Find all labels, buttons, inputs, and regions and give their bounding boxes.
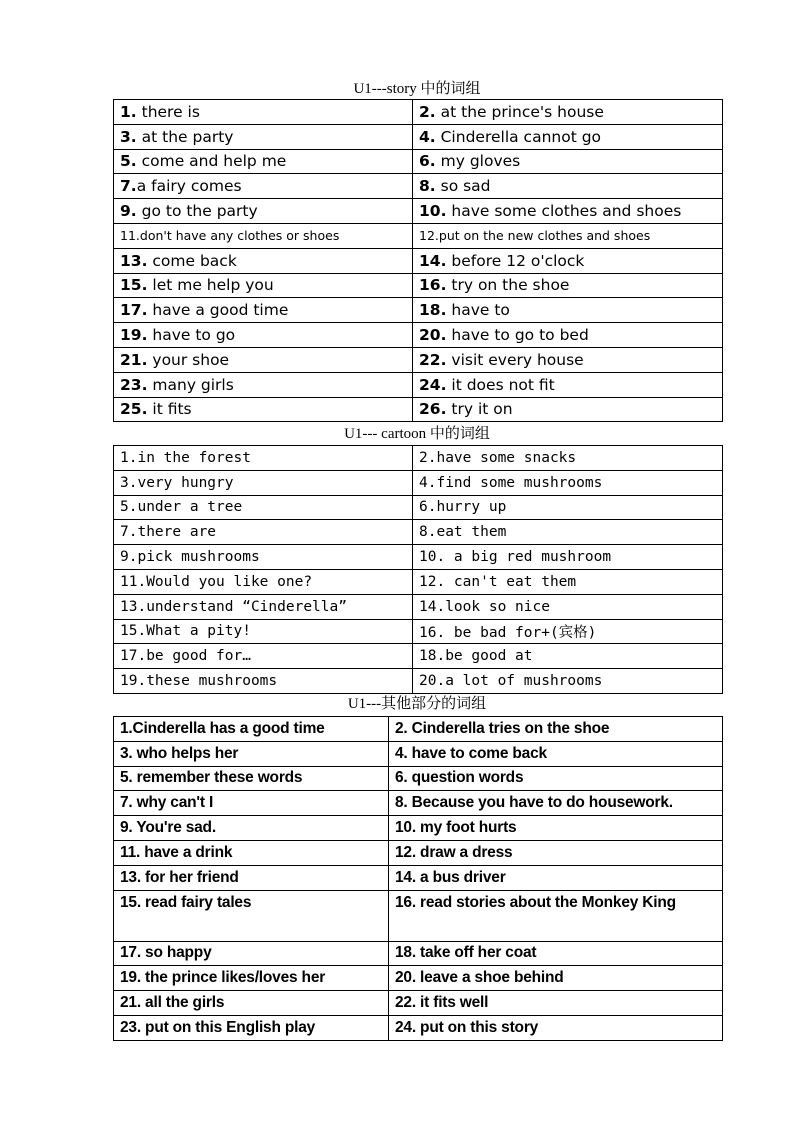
phrase-cell: 18.be good at (413, 644, 723, 669)
phrase-cell: 24. put on this story (389, 1015, 723, 1040)
phrase-cell (114, 124, 413, 149)
phrase-text: have to go (147, 326, 236, 345)
table-row (114, 223, 723, 248)
phrase-text: before 12 o'clock (446, 251, 585, 270)
phrase-cell: 15. read fairy tales (114, 890, 389, 941)
phrase-text: have to go to bed (446, 326, 589, 345)
phrase-cell: 11.Would you like one? (114, 569, 413, 594)
table-row (114, 248, 723, 273)
phrase-cell: 8. Because you have to do housework. (389, 791, 723, 816)
phrase-cell: 15.What a pity! (114, 619, 413, 644)
table-row (114, 323, 723, 348)
phrase-cell: 17. so happy (114, 941, 389, 966)
phrase-cell (413, 323, 723, 348)
phrase-cell: 6. question words (389, 766, 723, 791)
phrase-cell: 17.be good for… (114, 644, 413, 669)
phrase-cell (413, 223, 723, 248)
phrase-number: 25. (120, 400, 148, 419)
phrase-cell: 4. have to come back (389, 741, 723, 766)
table-row (114, 966, 723, 991)
table-row (114, 840, 723, 865)
phrase-number: 9. (120, 202, 137, 221)
phrase-cell: 23. put on this English play (114, 1015, 389, 1040)
section-title-other: U1---其他部分的词组 (347, 696, 487, 712)
phrase-text: Cinderella cannot go (435, 127, 602, 146)
story-phrases-table (113, 99, 723, 422)
phrase-number: 15. (120, 276, 148, 295)
phrase-number: 3. (120, 127, 137, 146)
table-row (114, 717, 723, 742)
phrase-cell: 1.in the forest (114, 446, 413, 471)
phrase-cell: 9.pick mushrooms (114, 545, 413, 570)
phrase-number: 10. (419, 202, 447, 221)
phrase-text: so sad (435, 177, 491, 196)
phrase-text: a fairy comes (136, 177, 242, 196)
phrase-number: 20. (419, 326, 447, 345)
phrase-number: 8. (419, 177, 436, 196)
table-row (114, 791, 723, 816)
phrase-cell (114, 323, 413, 348)
table-row (114, 991, 723, 1016)
phrase-text: it does not fit (446, 375, 555, 394)
cartoon-phrases-table (113, 445, 723, 694)
phrase-text: come back (147, 251, 237, 270)
phrase-number: 22. (419, 350, 447, 369)
table-row (114, 174, 723, 199)
table-row (114, 941, 723, 966)
table-row (114, 470, 723, 495)
phrase-number: 1. (120, 102, 137, 121)
phrase-number: 4. (419, 127, 436, 146)
table-row (114, 669, 723, 694)
phrase-cell: 3.very hungry (114, 470, 413, 495)
table-row (114, 495, 723, 520)
phrase-cell: 20. leave a shoe behind (389, 966, 723, 991)
phrase-number: 7. (120, 177, 137, 196)
table-row (114, 619, 723, 644)
phrase-cell: 19. the prince likes/loves her (114, 966, 389, 991)
phrase-text: many girls (147, 375, 234, 394)
table-row (114, 520, 723, 545)
phrase-text: 11.don't have any clothes or shoes (120, 228, 340, 244)
phrase-cell: 21. all the girls (114, 991, 389, 1016)
phrase-cell (413, 347, 723, 372)
phrase-number: 2. (419, 102, 436, 121)
phrase-cell (114, 273, 413, 298)
table-row (114, 298, 723, 323)
phrase-text: my gloves (435, 152, 521, 171)
table-row (114, 865, 723, 890)
table-row (114, 545, 723, 570)
phrase-cell (114, 199, 413, 224)
phrase-text: have some clothes and shoes (446, 202, 682, 221)
phrase-cell: 8.eat them (413, 520, 723, 545)
other-phrases-table (113, 716, 723, 1041)
section-title-cartoon: U1--- cartoon 中的词组 (344, 426, 490, 442)
table-row (114, 816, 723, 841)
phrase-cell: 11. have a drink (114, 840, 389, 865)
phrase-text: have a good time (147, 301, 289, 320)
phrase-number: 14. (419, 251, 447, 270)
phrase-cell (413, 100, 723, 125)
phrase-text: have to (446, 301, 510, 320)
table-row (114, 644, 723, 669)
table-row (114, 372, 723, 397)
phrase-cell: 16. read stories about the Monkey King (389, 890, 723, 941)
table-row (114, 594, 723, 619)
phrase-cell (114, 347, 413, 372)
phrase-cell: 2. Cinderella tries on the shoe (389, 717, 723, 742)
table-row (114, 273, 723, 298)
phrase-text: there is (136, 102, 200, 121)
phrase-cell: 6.hurry up (413, 495, 723, 520)
table-row (114, 766, 723, 791)
phrase-text: come and help me (136, 152, 287, 171)
phrase-cell (413, 124, 723, 149)
phrase-cell: 10. a big red mushroom (413, 545, 723, 570)
table-row (114, 149, 723, 174)
phrase-cell (413, 199, 723, 224)
phrase-cell: 4.find some mushrooms (413, 470, 723, 495)
phrase-cell: 3. who helps her (114, 741, 389, 766)
phrase-cell: 22. it fits well (389, 991, 723, 1016)
phrase-cell (114, 248, 413, 273)
table-row (114, 124, 723, 149)
phrase-cell (114, 174, 413, 199)
phrase-cell: 7. why can't I (114, 791, 389, 816)
phrase-cell (413, 273, 723, 298)
phrase-cell (114, 397, 413, 422)
phrase-cell (114, 372, 413, 397)
phrase-text: your shoe (147, 350, 230, 369)
phrase-cell: 12. can't eat them (413, 569, 723, 594)
phrase-cell: 13. for her friend (114, 865, 389, 890)
phrase-cell: 2.have some snacks (413, 446, 723, 471)
phrase-text: 12.put on the new clothes and shoes (419, 228, 651, 244)
phrase-number: 23. (120, 375, 148, 394)
phrase-number: 18. (419, 301, 447, 320)
phrase-cell (114, 100, 413, 125)
phrase-text: it fits (147, 400, 192, 419)
phrase-text: let me help you (147, 276, 274, 295)
table-row (114, 199, 723, 224)
phrase-cell (413, 149, 723, 174)
phrase-cell: 10. my foot hurts (389, 816, 723, 841)
phrase-number: 21. (120, 350, 148, 369)
phrase-number: 19. (120, 326, 148, 345)
table-row (114, 100, 723, 125)
phrase-cell (114, 298, 413, 323)
phrase-text: go to the party (136, 202, 258, 221)
table-row (114, 569, 723, 594)
phrase-cell: 19.these mushrooms (114, 669, 413, 694)
phrase-cell: 5. remember these words (114, 766, 389, 791)
phrase-cell: 13.understand “Cinderella” (114, 594, 413, 619)
phrase-cell: 14. a bus driver (389, 865, 723, 890)
phrase-cell (413, 397, 723, 422)
phrase-cell: 18. take off her coat (389, 941, 723, 966)
table-row (114, 446, 723, 471)
table-row (114, 890, 723, 941)
phrase-text: at the prince's house (435, 102, 604, 121)
phrase-text: try on the shoe (446, 276, 570, 295)
phrase-number: 26. (419, 400, 447, 419)
phrase-number: 16. (419, 276, 447, 295)
table-row (114, 397, 723, 422)
phrase-cell (114, 223, 413, 248)
phrase-cell: 14.look so nice (413, 594, 723, 619)
phrase-number: 5. (120, 152, 137, 171)
phrase-cell: 1.Cinderella has a good time (114, 717, 389, 742)
phrase-cell: 5.under a tree (114, 495, 413, 520)
phrase-number: 13. (120, 251, 148, 270)
phrase-cell: 20.a lot of mushrooms (413, 669, 723, 694)
phrase-text: at the party (136, 127, 234, 146)
table-row (114, 741, 723, 766)
section-title-story: U1---story 中的词组 (353, 81, 481, 97)
phrase-cell: 12. draw a dress (389, 840, 723, 865)
phrase-number: 24. (419, 375, 447, 394)
phrase-text: try it on (446, 400, 513, 419)
phrase-cell (413, 298, 723, 323)
phrase-number: 17. (120, 301, 148, 320)
phrase-number: 6. (419, 152, 436, 171)
phrase-cell (413, 174, 723, 199)
phrase-cell (413, 248, 723, 273)
phrase-text: visit every house (446, 350, 584, 369)
phrase-cell: 7.there are (114, 520, 413, 545)
phrase-cell (413, 372, 723, 397)
phrase-cell: 16. be bad for+(宾格) (413, 619, 723, 644)
phrase-cell (114, 149, 413, 174)
table-row (114, 1015, 723, 1040)
phrase-cell: 9. You're sad. (114, 816, 389, 841)
table-row (114, 347, 723, 372)
